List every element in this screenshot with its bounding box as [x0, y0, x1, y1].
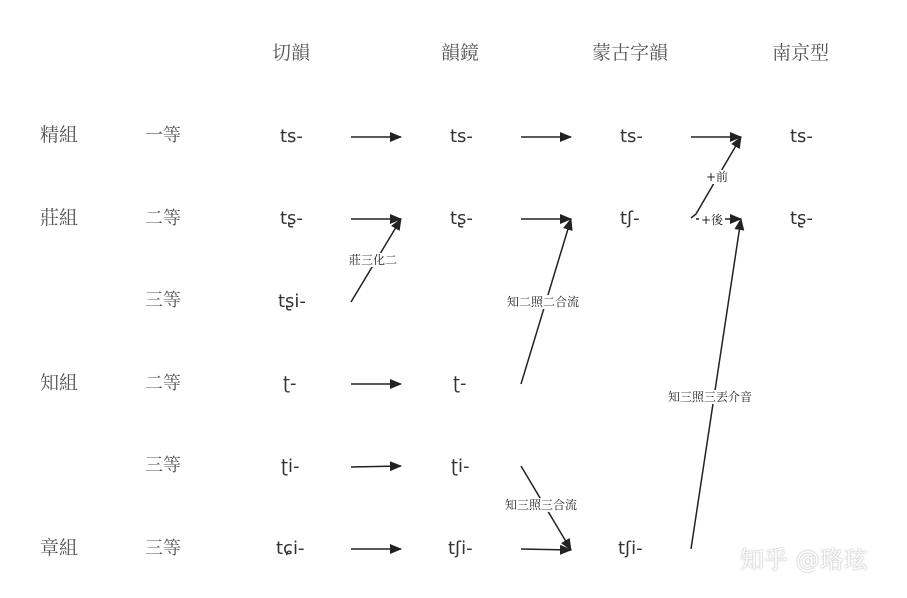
arrow-zhi3-qy-yj — [351, 466, 401, 467]
yunjing-zhi-3: ʈi- — [451, 456, 470, 477]
label-zhuang-san-hua-er: 莊三化二 — [349, 253, 398, 267]
header-qieyun: 切韻 — [272, 42, 311, 64]
group-jing: 精組 — [40, 124, 79, 146]
qieyun-zhuang-2: tʂ- — [280, 208, 303, 229]
label-zhi-san-qu-jie: 知三照三丟介音 — [668, 390, 753, 404]
yunjing-zhi-2: ʈ- — [453, 373, 467, 394]
grade-zhang-3: 三等 — [145, 538, 181, 559]
group-zhi: 知組 — [40, 372, 79, 394]
menggu-zhuang-2: tʃ- — [620, 208, 640, 229]
label-qian: +前 — [706, 170, 729, 184]
grade-zhuang-2: 二等 — [145, 208, 181, 229]
label-zhi-san-zhao-san: 知三照三合流 — [505, 498, 578, 512]
arrow-zhang-yj-mg — [521, 549, 571, 550]
arrow-zhang-to-nj — [691, 219, 741, 549]
header-nanjing: 南京型 — [772, 42, 830, 64]
group-zhuang: 莊組 — [40, 207, 79, 229]
grade-zhuang-3: 三等 — [145, 290, 181, 311]
qieyun-zhang-3: tɕi- — [276, 538, 305, 559]
yunjing-zhang-3: tʃi- — [448, 538, 473, 559]
qieyun-zhuang-3: tʂi- — [278, 291, 306, 312]
menggu-zhang-3: tʃi- — [618, 538, 643, 559]
menggu-jing-1: ts- — [620, 126, 643, 147]
yunjing-jing-1: ts- — [450, 126, 473, 147]
qieyun-jing-1: ts- — [280, 126, 303, 147]
grade-jing-1: 一等 — [145, 125, 181, 146]
qieyun-zhi-3: ʈi- — [281, 456, 300, 477]
nanjing-zhuang-2: tʂ- — [790, 208, 813, 229]
grade-zhi-3: 三等 — [145, 455, 181, 476]
header-yunjing: 韻鏡 — [441, 42, 480, 64]
nanjing-jing-1: ts- — [790, 126, 813, 147]
label-hou: +後 — [701, 213, 724, 227]
header-menggu: 蒙古字韻 — [592, 42, 669, 64]
grade-zhi-2: 二等 — [145, 373, 181, 394]
label-zhi-er-zhao-er: 知二照二合流 — [507, 295, 580, 309]
yunjing-zhuang-2: tʂ- — [450, 208, 473, 229]
qieyun-zhi-2: ʈ- — [283, 373, 297, 394]
group-zhang: 章組 — [40, 537, 79, 559]
watermark: 知乎 @珞玹 — [740, 546, 868, 574]
